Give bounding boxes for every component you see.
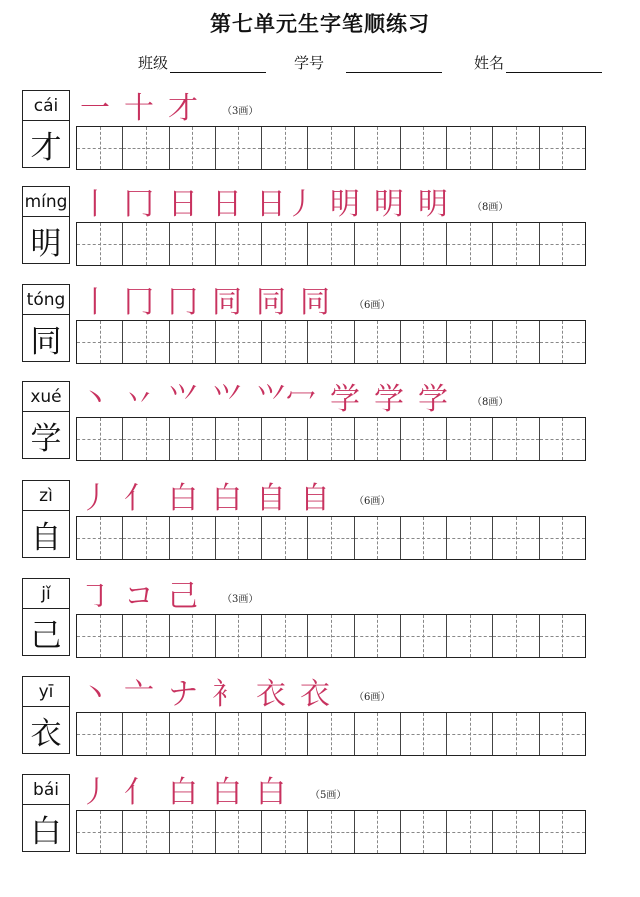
writing-cell[interactable]	[216, 713, 262, 755]
writing-cell[interactable]	[216, 223, 262, 265]
stroke-count: （3画）	[222, 105, 259, 117]
stroke-step: 亻	[124, 481, 154, 516]
practice-row	[22, 774, 588, 862]
writing-cell[interactable]	[355, 321, 401, 363]
name-label: 姓名	[474, 54, 505, 72]
writing-cell[interactable]	[493, 811, 539, 853]
writing-cell[interactable]	[447, 811, 493, 853]
stroke-step: 明	[330, 187, 360, 222]
writing-cell[interactable]	[216, 811, 262, 853]
writing-cell[interactable]	[401, 223, 447, 265]
writing-cell[interactable]	[493, 517, 539, 559]
writing-cell[interactable]	[401, 713, 447, 755]
stroke-step: 白	[168, 481, 198, 516]
writing-cell[interactable]	[77, 517, 123, 559]
writing-cell[interactable]	[540, 223, 585, 265]
stroke-order-sequence	[80, 578, 258, 616]
stroke-step: 白	[212, 481, 242, 516]
writing-cell[interactable]	[540, 321, 585, 363]
stroke-step: 日	[168, 187, 198, 222]
stroke-step: 学	[374, 382, 404, 417]
writing-cell[interactable]	[447, 418, 493, 460]
stroke-step: 丶	[80, 677, 110, 712]
practice-row	[22, 381, 588, 469]
writing-cell[interactable]	[540, 615, 585, 657]
stroke-step: 丿	[80, 775, 110, 810]
practice-row	[22, 186, 588, 274]
stroke-step: 白	[168, 775, 198, 810]
writing-cell[interactable]	[77, 615, 123, 657]
writing-grid	[76, 810, 586, 854]
pinyin-label: yī	[22, 676, 70, 706]
model-character: 学	[22, 411, 70, 459]
writing-cell[interactable]	[493, 713, 539, 755]
writing-cell[interactable]	[540, 517, 585, 559]
writing-cell[interactable]	[216, 127, 262, 169]
writing-cell[interactable]	[262, 811, 308, 853]
writing-cell[interactable]	[123, 517, 169, 559]
writing-cell[interactable]	[77, 713, 123, 755]
stroke-order-sequence	[80, 381, 508, 419]
stroke-step: ⺍冖	[256, 382, 316, 417]
writing-cell[interactable]	[401, 418, 447, 460]
writing-grid	[76, 614, 586, 658]
writing-cell[interactable]	[493, 615, 539, 657]
writing-cell[interactable]	[123, 223, 169, 265]
stroke-step: 衣	[300, 677, 330, 712]
model-character: 明	[22, 216, 70, 264]
writing-cell[interactable]	[447, 223, 493, 265]
writing-cell[interactable]	[401, 127, 447, 169]
stroke-step: 己	[168, 579, 198, 614]
writing-cell[interactable]	[355, 223, 401, 265]
writing-cell[interactable]	[170, 127, 216, 169]
class-blank[interactable]	[170, 54, 266, 73]
practice-row	[22, 284, 588, 372]
model-character: 才	[22, 120, 70, 168]
practice-row	[22, 90, 588, 178]
practice-row	[22, 676, 588, 764]
writing-cell[interactable]	[493, 223, 539, 265]
model-character: 白	[22, 804, 70, 852]
writing-cell[interactable]	[262, 615, 308, 657]
writing-cell[interactable]	[355, 615, 401, 657]
writing-cell[interactable]	[170, 517, 216, 559]
stroke-step: 自	[256, 481, 286, 516]
model-character: 同	[22, 314, 70, 362]
writing-cell[interactable]	[170, 223, 216, 265]
pinyin-label: xué	[22, 381, 70, 411]
writing-cell[interactable]	[123, 127, 169, 169]
stroke-step: 日	[212, 187, 242, 222]
name-blank[interactable]	[506, 54, 602, 73]
writing-cell[interactable]	[308, 223, 354, 265]
stroke-step: 同	[212, 285, 242, 320]
writing-grid	[76, 222, 586, 266]
stroke-count: （8画）	[472, 396, 509, 408]
number-field	[294, 52, 442, 73]
writing-cell[interactable]	[262, 517, 308, 559]
stroke-step: 学	[330, 382, 360, 417]
student-info-line	[0, 52, 640, 80]
writing-cell[interactable]	[447, 517, 493, 559]
writing-cell[interactable]	[77, 811, 123, 853]
writing-cell[interactable]	[262, 418, 308, 460]
writing-cell[interactable]	[77, 223, 123, 265]
writing-cell[interactable]	[262, 223, 308, 265]
writing-cell[interactable]	[447, 321, 493, 363]
writing-cell[interactable]	[123, 321, 169, 363]
stroke-step: 亻	[124, 775, 154, 810]
stroke-step: 明	[374, 187, 404, 222]
pinyin-label: jǐ	[22, 578, 70, 608]
pinyin-label: bái	[22, 774, 70, 804]
stroke-step: 一	[80, 91, 110, 126]
writing-cell[interactable]	[308, 517, 354, 559]
writing-cell[interactable]	[170, 615, 216, 657]
stroke-step: 亠	[124, 677, 154, 712]
stroke-step: 丷	[124, 382, 154, 417]
class-field	[138, 52, 266, 73]
writing-cell[interactable]	[216, 418, 262, 460]
stroke-step: ㇆	[80, 579, 110, 614]
writing-cell[interactable]	[447, 615, 493, 657]
stroke-step: 自	[300, 481, 330, 516]
stroke-step: 明	[418, 187, 448, 222]
writing-cell[interactable]	[308, 811, 354, 853]
stroke-step: ナ	[168, 677, 198, 712]
writing-cell[interactable]	[401, 615, 447, 657]
stroke-count: （3画）	[222, 593, 259, 605]
writing-cell[interactable]	[308, 713, 354, 755]
writing-cell[interactable]	[401, 517, 447, 559]
writing-cell[interactable]	[123, 713, 169, 755]
practice-row	[22, 578, 588, 666]
writing-cell[interactable]	[170, 713, 216, 755]
writing-cell[interactable]	[216, 321, 262, 363]
writing-cell[interactable]	[355, 418, 401, 460]
model-character: 衣	[22, 706, 70, 754]
stroke-step: 才	[168, 91, 198, 126]
stroke-count: （6画）	[354, 495, 391, 507]
stroke-step: 冂	[168, 285, 198, 320]
number-label: 学号	[294, 54, 325, 72]
stroke-step: 丨	[80, 285, 110, 320]
writing-cell[interactable]	[447, 713, 493, 755]
stroke-step: 白	[256, 775, 286, 810]
stroke-count: （5画）	[310, 789, 347, 801]
writing-cell[interactable]	[170, 418, 216, 460]
writing-cell[interactable]	[77, 127, 123, 169]
writing-cell[interactable]	[216, 517, 262, 559]
writing-cell[interactable]	[308, 418, 354, 460]
stroke-count: （6画）	[354, 299, 391, 311]
writing-cell[interactable]	[493, 321, 539, 363]
stroke-step: 十	[124, 91, 154, 126]
writing-cell[interactable]	[355, 517, 401, 559]
writing-cell[interactable]	[540, 127, 585, 169]
writing-cell[interactable]	[355, 127, 401, 169]
writing-cell[interactable]	[540, 418, 585, 460]
page-title: 第七单元生字笔顺练习	[210, 11, 430, 36]
writing-cell[interactable]	[447, 127, 493, 169]
stroke-step: 学	[418, 382, 448, 417]
writing-cell[interactable]	[262, 321, 308, 363]
pinyin-label: cái	[22, 90, 70, 120]
stroke-order-sequence	[80, 90, 258, 128]
practice-row	[22, 480, 588, 568]
writing-cell[interactable]	[216, 615, 262, 657]
writing-grid	[76, 126, 586, 170]
writing-cell[interactable]	[262, 127, 308, 169]
writing-cell[interactable]	[355, 713, 401, 755]
writing-grid	[76, 712, 586, 756]
stroke-step: 丨	[80, 187, 110, 222]
writing-cell[interactable]	[540, 811, 585, 853]
stroke-count: （6画）	[354, 691, 391, 703]
stroke-order-sequence	[80, 284, 390, 322]
stroke-step: 丶	[80, 382, 110, 417]
writing-cell[interactable]	[401, 321, 447, 363]
stroke-order-sequence	[80, 186, 508, 224]
writing-cell[interactable]	[401, 811, 447, 853]
stroke-step: 同	[256, 285, 286, 320]
stroke-step: 衣	[256, 677, 286, 712]
writing-cell[interactable]	[308, 127, 354, 169]
model-character: 己	[22, 608, 70, 656]
writing-cell[interactable]	[308, 615, 354, 657]
writing-cell[interactable]	[493, 127, 539, 169]
writing-cell[interactable]	[123, 615, 169, 657]
pinyin-label: zì	[22, 480, 70, 510]
name-field	[474, 52, 602, 73]
writing-cell[interactable]	[170, 811, 216, 853]
writing-cell[interactable]	[493, 418, 539, 460]
writing-cell[interactable]	[123, 811, 169, 853]
number-blank[interactable]	[346, 54, 442, 73]
writing-grid	[76, 320, 586, 364]
model-character: 自	[22, 510, 70, 558]
stroke-step: コ	[124, 579, 154, 614]
stroke-step: 丿	[80, 481, 110, 516]
pinyin-label: míng	[22, 186, 70, 216]
stroke-order-sequence	[80, 480, 390, 518]
stroke-step: 日丿	[256, 187, 316, 222]
stroke-step: 衤	[212, 677, 242, 712]
pinyin-label: tóng	[22, 284, 70, 314]
writing-cell[interactable]	[540, 713, 585, 755]
writing-cell[interactable]	[123, 418, 169, 460]
stroke-order-sequence	[80, 774, 346, 812]
writing-grid	[76, 516, 586, 560]
writing-cell[interactable]	[355, 811, 401, 853]
writing-cell[interactable]	[170, 321, 216, 363]
stroke-step: ⺍	[212, 382, 242, 417]
stroke-step: 同	[300, 285, 330, 320]
stroke-step: 冂	[124, 285, 154, 320]
stroke-step: ⺍	[168, 382, 198, 417]
writing-cell[interactable]	[77, 321, 123, 363]
writing-grid	[76, 417, 586, 461]
class-label: 班级	[138, 54, 169, 72]
stroke-order-sequence	[80, 676, 390, 714]
stroke-step: 白	[212, 775, 242, 810]
stroke-step: 冂	[124, 187, 154, 222]
writing-cell[interactable]	[262, 713, 308, 755]
writing-cell[interactable]	[77, 418, 123, 460]
writing-cell[interactable]	[308, 321, 354, 363]
stroke-count: （8画）	[472, 201, 509, 213]
